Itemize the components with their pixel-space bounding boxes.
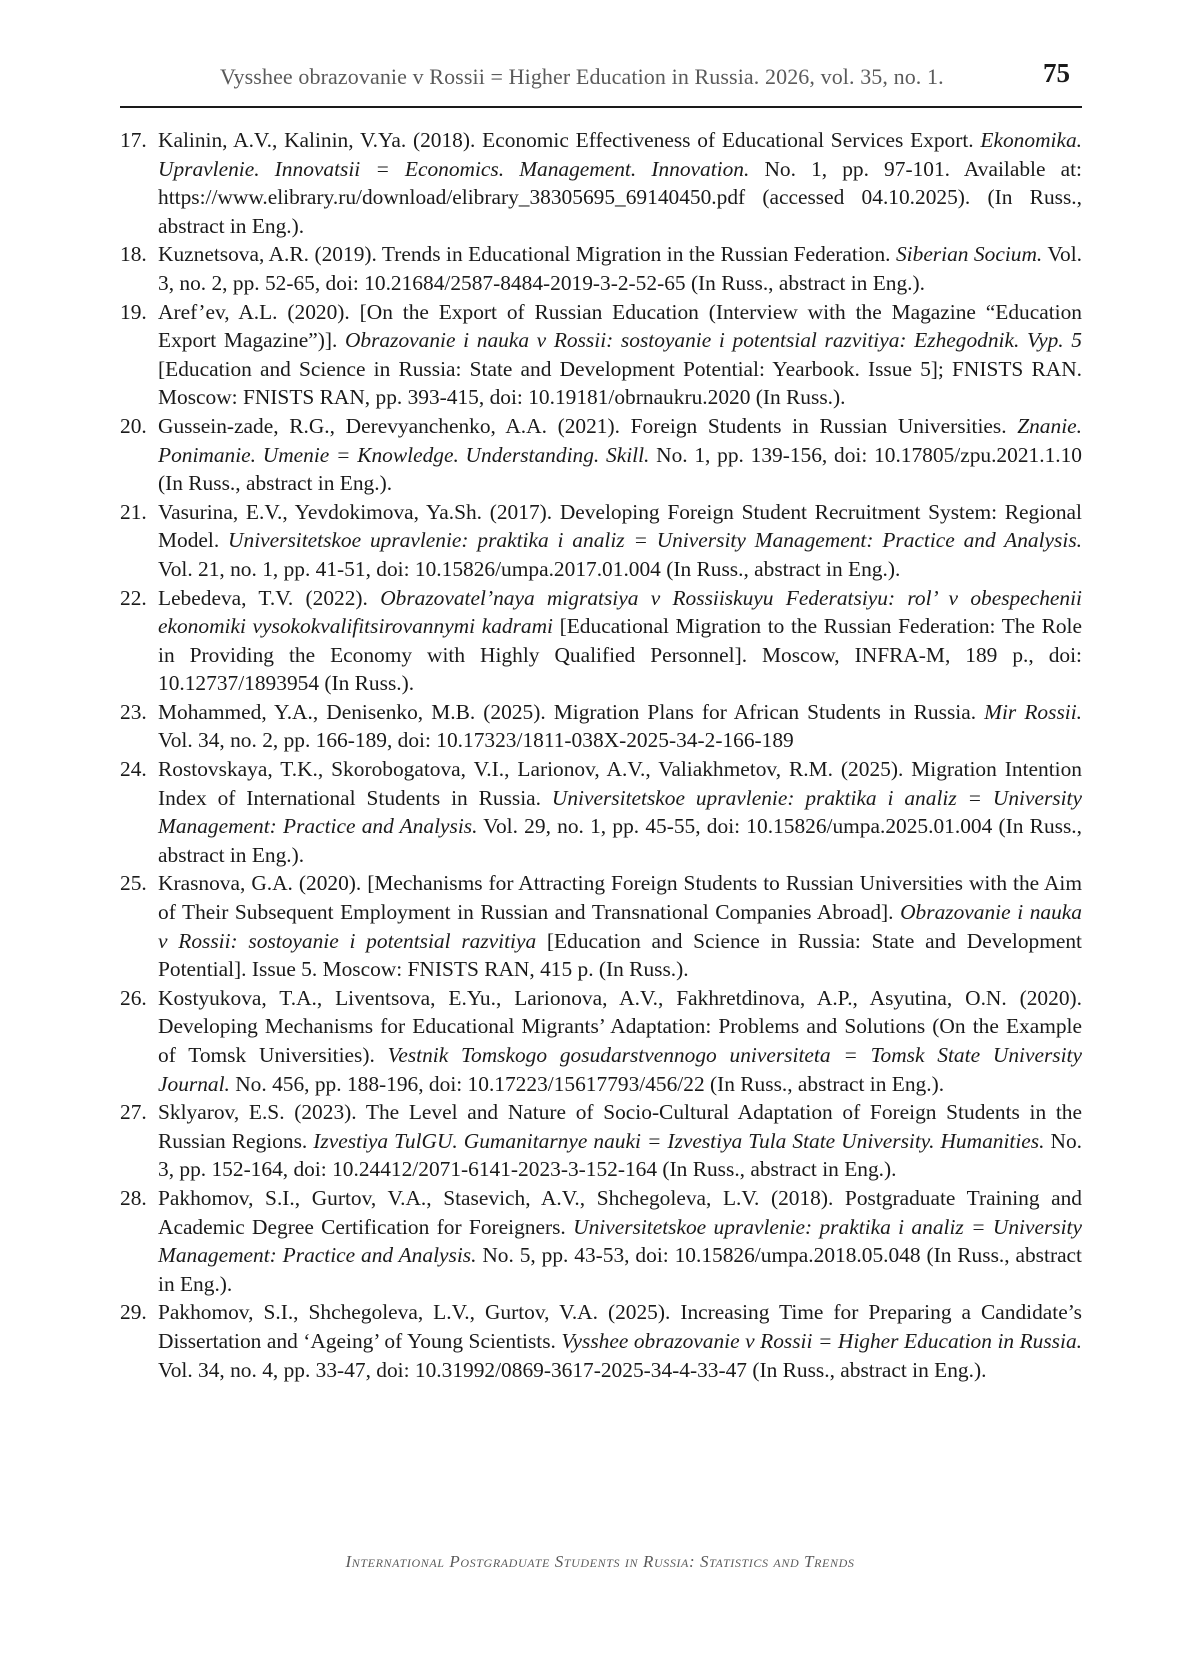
reference-item [120,755,1082,869]
reference-item [120,1098,1082,1184]
reference-source-title: Universitetskoe upravlenie: praktika i analiz = University Management: Practice and Analysis. [158,1214,1082,1268]
reference-item [120,1298,1082,1384]
reference-item [120,126,1082,240]
reference-text: Kostyukova, T.A., Liventsova, E.Yu., Larionova, A.V., Fakhretdinova, A.P., Asyutina, O.N. (2020). Developing Mechanisms for Educational Migrants’ Adaptation: Problems and Solutions (On the Example of Tomsk Universities). [158,985,1082,1067]
reference-source-title: Mir Rossii. [984,699,1082,724]
reference-text: Mohammed, Y.A., Denisenko, M.B. (2025). Migration Plans for African Students in Russia. [158,699,985,724]
reference-text: Rostovskaya, T.K., Skorobogatova, V.I., Larionov, A.V., Valiakhmetov, R.M. (2025). Migration Intention Index of International Students in Russia. [158,757,1082,810]
reference-number: 23. [120,699,147,724]
reference-number: 26. [120,985,147,1010]
reference-text: Vol. 34, no. 2, pp. 166-189, doi: 10.17323/1811-038X-2025-34-2-166-189 [158,728,794,753]
reference-item [120,584,1082,698]
reference-source-title: Ekonomika. Upravlenie. Innovatsii = Economics. Management. Innovation. [158,128,1082,181]
reference-number: 22. [120,585,147,610]
reference-text: No. 3, pp. 152-164, doi: 10.24412/2071-6141-2023-3-152-164 (In Russ., abstract in Eng.). [158,1128,1082,1182]
reference-text: Vol. 3, no. 2, pp. 52-65, doi: 10.21684/2587-8484-2019-3-2-52-65 (In Russ., abstract in Eng.). [158,242,1083,295]
reference-item [120,412,1082,498]
reference-text: Vol. 34, no. 4, pp. 33-47, doi: 10.31992/0869-3617-2025-34-4-33-47 (In Russ., abstract in Eng.). [158,1357,987,1382]
reference-text: Vol. 21, no. 1, pp. 41-51, doi: 10.15826/umpa.2017.01.004 (In Russ., abstract in Eng.). [158,556,901,581]
reference-source-title: Siberian Socium. [895,242,1043,267]
reference-number: 21. [120,499,147,524]
reference-source-title: Vestnik Tomskogo gosudarstvennogo universiteta = Tomsk State University Journal. [158,1043,1082,1096]
running-header [120,58,1082,108]
journal-title: Vysshee obrazovanie v Rossii = Higher Education in Russia. 2026, vol. 35, no. 1. [220,64,944,89]
reference-text: Sklyarov, E.S. (2023). The Level and Nature of Socio-Cultural Adaptation of Foreign Students in the Russian Regions. [158,1100,1082,1153]
reference-text: Gussein-zade, R.G., Derevyanchenko, A.A. (2021). Foreign Students in Russian Universities. [158,413,1018,438]
reference-number: 17. [120,128,147,152]
reference-text: Aref’ev, A.L. (2020). [On the Export of Russian Education (Interview with the Magazine “Education Export Magazine”)]. [158,299,1082,353]
reference-list [120,126,1082,1384]
reference-source-title: Obrazovanie i nauka v Rossii: sostoyanie i potentsial razvitiya [158,900,1082,953]
reference-number: 29. [120,1300,147,1325]
reference-number: 25. [120,871,147,896]
reference-source-title: Izvestiya TulGU. Gumanitarnye nauki = Izvestiya Tula State University. Humanities. [313,1128,1045,1153]
reference-item [120,869,1082,983]
reference-text: [Educational Migration to the Russian Federation: The Role in Providing the Economy with Highly Qualified Personnel]. Moscow, INFRA-M, 189 p., doi: 10.12737/1893954 (In Russ.). [158,614,1082,696]
reference-text: Krasnova, G.A. (2020). [Mechanisms for Attracting Foreign Students to Russian Universities with the Aim of Their Subsequent Employment in Russian and Transnational Companies Abroad]. [158,871,1082,925]
reference-text: Kuznetsova, A.R. (2019). Trends in Educational Migration in the Russian Federation. [158,242,896,267]
reference-text: [Education and Science in Russia: State and Development Potential: Yearbook. Issue 5]; FNISTS RAN. Moscow: FNISTS RAN, pp. 393-415, doi: 10.19181/obrnaukru.2020 (In Russ.). [158,356,1082,410]
reference-source-title: Obrazovanie i nauka v Rossii: sostoyanie i potentsial razvitiya: Ezhegodnik. Vyp. 5 [344,328,1082,353]
reference-text: No. 1, pp. 97-101. Available at: https://www.elibrary.ru/download/elibrary_38305695_69140450.pdf (accessed 04.10.2025). (In Russ., abstract in Eng.). [158,156,1082,238]
reference-number: 28. [120,1185,147,1210]
reference-number: 27. [120,1100,147,1125]
reference-source-title: Obrazovatel’naya migratsiya v Rossiiskuyu Federatsiyu: rol’ v obespechenii ekonomiki vysokokvalifitsirovannymi kadrami [158,585,1082,639]
reference-item [120,984,1082,1098]
reference-text: Lebedeva, T.V. (2022). [158,585,381,610]
reference-item [120,240,1082,297]
reference-number: 24. [120,757,147,782]
reference-text: Pakhomov, S.I., Shchegoleva, L.V., Gurtov, V.A. (2025). Increasing Time for Preparing a Candidate’s Dissertation and ‘Ageing’ of Young Scientists. [158,1300,1082,1353]
reference-number: 18. [120,242,147,267]
reference-item [120,498,1082,584]
page-number: 75 [1043,58,1070,88]
running-footer-title: International Postgraduate Students in Russia: Statistics and Trends [345,1552,855,1571]
reference-text: No. 456, pp. 188-196, doi: 10.17223/15617793/456/22 (In Russ., abstract in Eng.). [229,1071,945,1096]
reference-text: No. 1, pp. 139-156, doi: 10.17805/zpu.2021.1.10 (In Russ., abstract in Eng.). [158,442,1082,496]
reference-text: No. 5, pp. 43-53, doi: 10.15826/umpa.2018.05.048 (In Russ., abstract in Eng.). [158,1243,1082,1296]
reference-item [120,1184,1082,1298]
reference-text: Pakhomov, S.I., Gurtov, V.A., Stasevich, A.V., Shchegoleva, L.V. (2018). Postgraduate Training and Academic Degree Certification for Foreigners. [158,1185,1082,1239]
reference-text: Kalinin, A.V., Kalinin, V.Ya. (2018). Economic Effectiveness of Educational Services Export. [158,128,981,152]
reference-number: 20. [120,413,147,438]
reference-text: Vol. 29, no. 1, pp. 45-55, doi: 10.15826/umpa.2025.01.004 (In Russ., abstract in Eng.). [158,814,1082,867]
reference-text: Vasurina, E.V., Yevdokimova, Ya.Sh. (2017). Developing Foreign Student Recruitment System: Regional Model. [158,499,1082,553]
reference-source-title: Universitetskoe upravlenie: praktika i analiz = University Management: Practice and Analysis. [228,528,1082,553]
reference-text: [Education and Science in Russia: State and Development Potential]. Issue 5. Moscow: FNISTS RAN, 415 p. (In Russ.). [158,928,1082,982]
reference-item [120,698,1082,755]
reference-source-title: Universitetskoe upravlenie: praktika i analiz = University Management: Practice and Analysis. [158,785,1082,839]
reference-source-title: Vysshee obrazovanie v Rossii = Higher Education in Russia. [561,1328,1082,1353]
reference-number: 19. [120,299,147,324]
reference-source-title: Znanie. Ponimanie. Umenie = Knowledge. Understanding. Skill. [158,413,1082,467]
reference-item [120,298,1082,412]
